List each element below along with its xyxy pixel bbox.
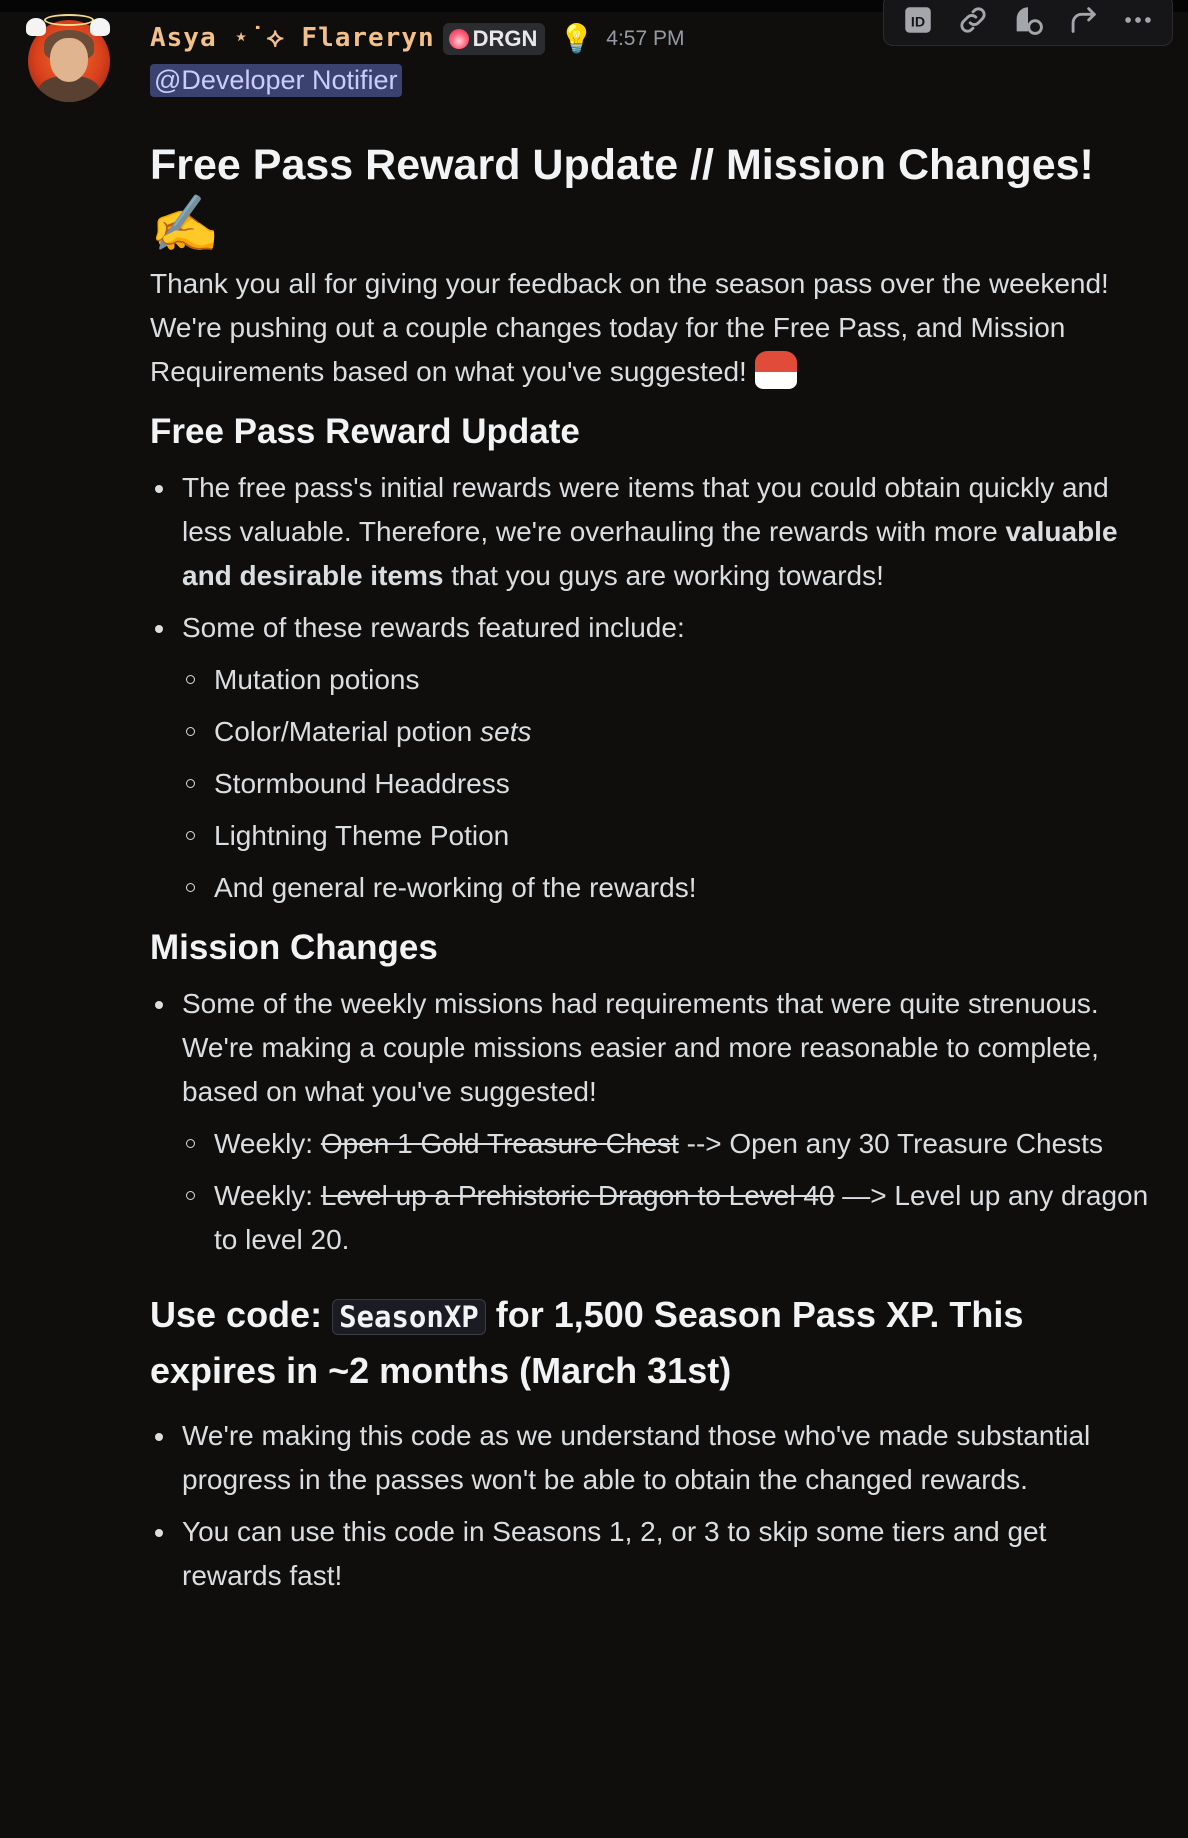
avatar-decoration-wing	[26, 18, 46, 36]
list-item: And general re-working of the rewards!	[214, 866, 1150, 910]
timestamp[interactable]: 4:57 PM	[606, 26, 685, 50]
list-item	[182, 982, 1150, 1262]
role-mention[interactable]: @Developer Notifier	[150, 64, 402, 97]
text: that you guys are working towards!	[443, 559, 884, 591]
list-item	[214, 710, 1150, 754]
message-title: Free Pass Reward Update // Mission Changes!	[150, 141, 1094, 189]
avatar-decoration-halo	[44, 14, 94, 26]
fox-emoji-icon	[755, 351, 797, 389]
section-heading-mission-changes: Mission Changes	[150, 927, 438, 967]
list-item	[182, 606, 1150, 910]
text: --> Open any 30 Treasure Chests	[678, 1127, 1103, 1159]
list-item	[214, 1122, 1150, 1166]
text: Use code:	[150, 1293, 333, 1335]
code-heading	[150, 1288, 1150, 1398]
message-content	[150, 140, 1150, 1606]
svg-text:ID: ID	[910, 14, 925, 31]
more-icon	[1121, 3, 1155, 37]
list-item: Stormbound Headdress	[214, 762, 1150, 806]
server-tag-label: DRGN	[472, 25, 538, 51]
username[interactable]: Asya ⋆˙⟡ Flareryn	[150, 23, 435, 53]
text: Some of these rewards featured include:	[182, 611, 685, 643]
text: for 1,500 Season Pass XP. This expires in ~2 months (March 31st)	[150, 1293, 1024, 1391]
copy-id-button[interactable]	[896, 0, 940, 40]
text: Weekly:	[214, 1127, 321, 1159]
lightbulb-icon: 💡	[559, 23, 595, 54]
id-icon	[901, 3, 935, 37]
italic-text: sets	[480, 715, 532, 747]
strikethrough-text: Open 1 Gold Treasure Chest	[320, 1127, 679, 1159]
intro-paragraph	[150, 262, 1150, 394]
server-tag[interactable]	[443, 23, 546, 55]
message-actions-toolbar	[883, 0, 1173, 46]
section-heading-free-pass: Free Pass Reward Update	[150, 411, 580, 451]
avatar-decoration-wing	[90, 18, 110, 36]
text: Some of the weekly missions had requirements that were quite strenuous. We're making a couple missions easier and more reasonable to complete, based on what you've suggested!	[182, 987, 1099, 1107]
list-item: You can use this code in Seasons 1, 2, or 3 to skip some tiers and get rewards fast!	[182, 1510, 1150, 1598]
intro-text: Thank you all for giving your feedback on the season pass over the weekend! We're pushing out a couple changes today for the Free Pass, and Mission Requirements based on what you've suggested!	[150, 267, 1109, 387]
mission-sublist	[182, 1122, 1150, 1262]
text: Color/Material potion	[214, 715, 481, 747]
forward-icon	[1066, 3, 1100, 37]
list-item: Mutation potions	[214, 658, 1150, 702]
inline-code[interactable]: SeasonXP	[332, 1299, 486, 1335]
list-item	[182, 466, 1150, 598]
reply-thread-button[interactable]	[1006, 0, 1050, 40]
list-item: We're making this code as we understand those who've made substantial progress in the passes won't be able to obtain the changed rewards.	[182, 1414, 1150, 1502]
code-info-list	[150, 1414, 1150, 1598]
message-header	[150, 22, 685, 55]
more-options-button[interactable]	[1116, 0, 1160, 40]
forward-button[interactable]	[1061, 0, 1105, 40]
rewards-sublist	[182, 658, 1150, 910]
strikethrough-text: Level up a Prehistoric Dragon to Level 40	[320, 1179, 835, 1211]
mission-changes-list	[150, 982, 1150, 1262]
flame-icon	[449, 29, 469, 49]
text: The free pass's initial rewards were items that you could obtain quickly and less valuable. Therefore, we're overhauling the rewards with more	[182, 471, 1109, 547]
writing-hand-icon: ✍️	[150, 191, 220, 255]
link-icon	[956, 3, 990, 37]
bold-text: valuable and desirable items	[182, 515, 1118, 591]
free-pass-list	[150, 466, 1150, 910]
thread-reply-icon	[1011, 3, 1045, 37]
copy-link-button[interactable]	[951, 0, 995, 40]
list-item	[214, 1174, 1150, 1262]
text: Weekly:	[214, 1179, 321, 1211]
list-item: Lightning Theme Potion	[214, 814, 1150, 858]
text: —> Level up any dragon to level 20.	[214, 1179, 1149, 1255]
